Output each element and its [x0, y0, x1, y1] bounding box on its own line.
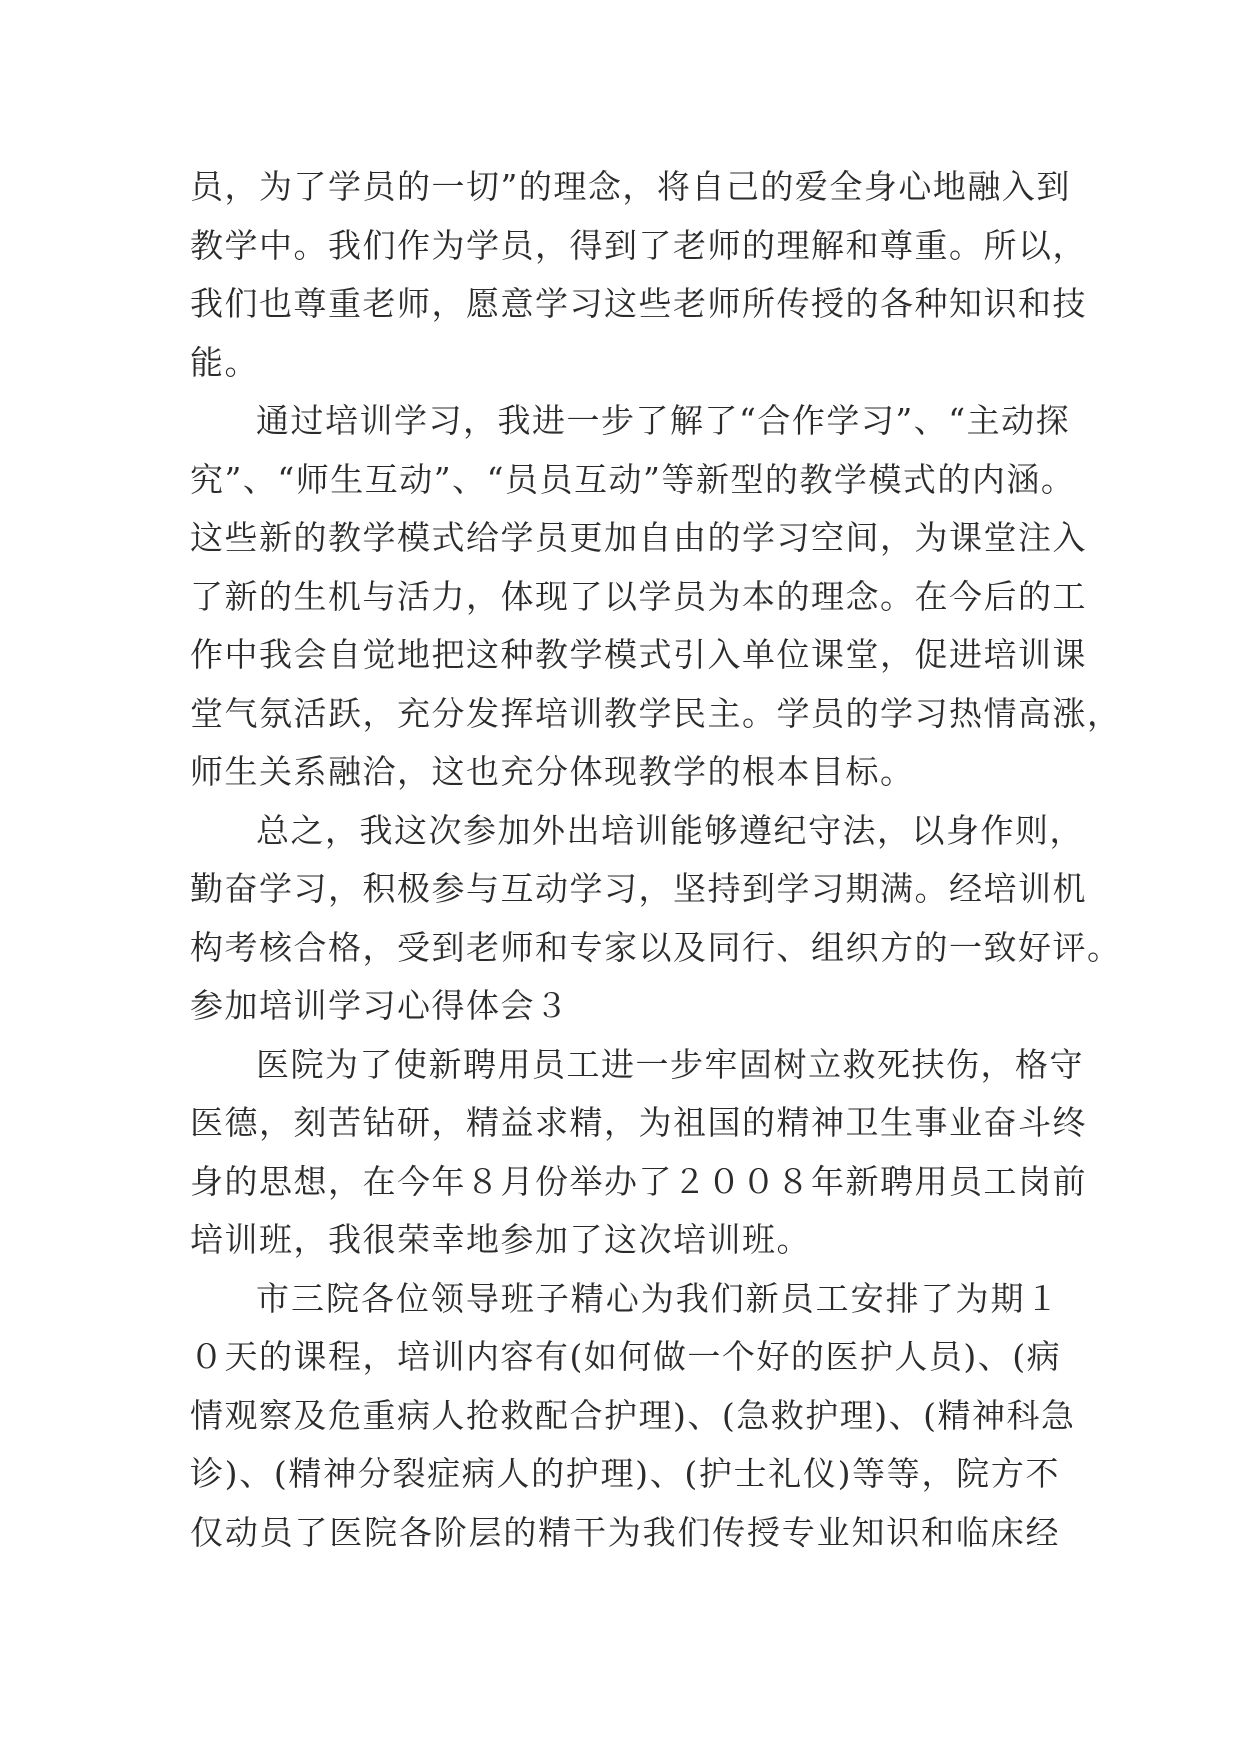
text-line: 通过培训学习，我进一步了解了“合作学习”、“主动探: [256, 401, 1071, 440]
section-heading: 参加培训学习心得体会３: [190, 986, 570, 1025]
text-line: 培训班，我很荣幸地参加了这次培训班。: [190, 1220, 811, 1259]
text-line: 师生关系融洽，这也充分体现教学的根本目标。: [190, 752, 915, 791]
text-line: 员，为了学员的一切”的理念，将自己的爱全身心地融入到: [190, 167, 1071, 206]
text-line: 诊)、(精神分裂症病人的护理)、(护士礼仪)等等，院方不: [190, 1454, 1060, 1493]
text-line: 医德，刻苦钻研，精益求精，为祖国的精神卫生事业奋斗终: [190, 1103, 1087, 1142]
text-line: 作中我会自觉地把这种教学模式引入单位课堂，促进培训课: [190, 635, 1087, 674]
text-line: 总之，我这次参加外出培训能够遵纪守法，以身作则，: [256, 810, 1084, 850]
text-line: 勤奋学习，积极参与互动学习，坚持到学习期满。经培训机: [190, 869, 1087, 908]
text-line: 构考核合格，受到老师和专家以及同行、组织方的一致好评。: [190, 927, 1122, 967]
text-line: 能。: [190, 342, 259, 382]
text-line: 市三院各位领导班子精心为我们新员工安排了为期１: [256, 1278, 1060, 1318]
text-line: 堂气氛活跃，充分发挥培训教学民主。学员的学习热情高涨，: [190, 693, 1122, 733]
text-line: 身的思想，在今年８月份举办了２００８年新聘用员工岗前: [190, 1161, 1087, 1201]
text-line: 医院为了使新聘用员工进一步牢固树立救死扶伤，格守: [256, 1044, 1084, 1084]
text-line: 了新的生机与活力，体现了以学员为本的理念。在今后的工: [190, 576, 1087, 616]
text-line: 仅动员了医院各阶层的精干为我们传授专业知识和临床经: [190, 1512, 1060, 1552]
text-line: 这些新的教学模式给学员更加自由的学习空间，为课堂注入: [190, 518, 1087, 557]
text-line: 究”、“师生互动”、“员员互动”等新型的教学模式的内涵。: [190, 459, 1076, 499]
text-line: 教学中。我们作为学员，得到了老师的理解和尊重。所以，: [190, 225, 1087, 265]
text-line: ０天的课程，培训内容有(如何做一个好的医护人员)、(病: [190, 1337, 1062, 1376]
text-line: 我们也尊重老师，愿意学习这些老师所传授的各种知识和技: [190, 284, 1087, 323]
text-line: 情观察及危重病人抢救配合护理)、(急救护理)、(精神科急: [190, 1395, 1076, 1435]
document-body: [190, 158, 1122, 1562]
